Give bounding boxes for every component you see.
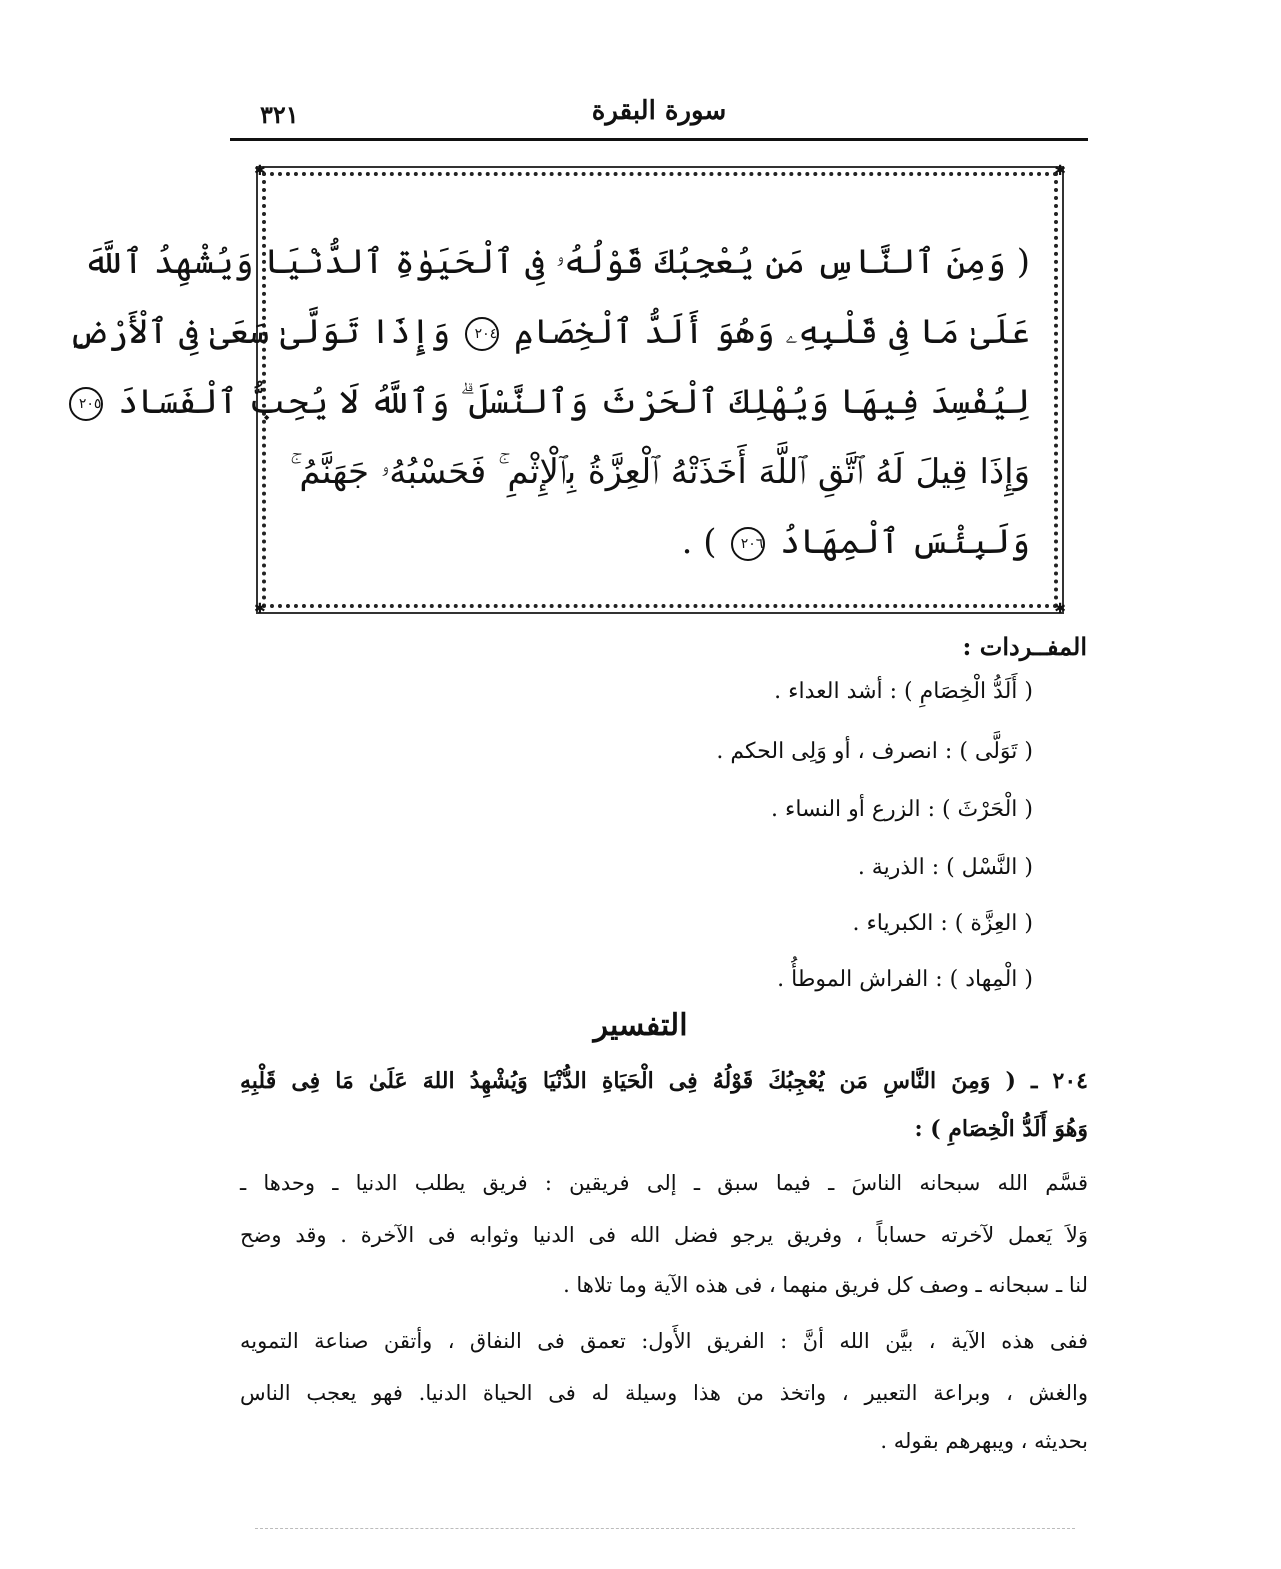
verse-text: لِيُفْسِدَ فِيهَا وَيُهْلِكَ ٱلْحَرْثَ وَٱلنَّسْلَ ۗ وَٱللَّهُ لَا يُحِبُّ ٱلْفَسَادَ <box>118 382 1030 422</box>
running-title: سورة البقرة <box>591 96 727 126</box>
verse-text: عَلَىٰ مَا فِى قَلْبِهِۦ وَهُوَ أَلَدُّ ٱلْخِصَامِ <box>513 312 1030 352</box>
verse-frame <box>68 163 1066 617</box>
tafsir-paragraph-line: بحديثه ، ويبهرهم بقوله . <box>880 1429 1088 1453</box>
vocabulary-item: ( العِزَّة ) : الكبرياء . <box>852 911 1033 936</box>
verse-text: ) . <box>681 522 717 562</box>
corner-ornament-icon: ✱ <box>1054 163 1066 179</box>
tafsir-heading: التفسير <box>593 1008 688 1043</box>
verse-line-2 <box>68 300 1030 364</box>
tafsir-verse-line: ٢٠٤ ـ ( وَمِنَ النَّاسِ مَن يُعْجِبُكَ قَوْلُهُ فِى الْحَيَاةِ الدُّنْيَا وَيُشْهِدُ اللهَ عَلَىٰ مَا فِى قَلْبِهِ <box>240 1068 1088 1094</box>
tafsir-verse-line: وَهُوَ أَلَدُّ الْخِصَامِ ) : <box>914 1116 1088 1142</box>
vocabulary-heading: المفــردات : <box>962 632 1087 661</box>
verse-line-1 <box>83 230 1030 294</box>
verse-line-4 <box>290 440 1030 504</box>
vocabulary-item: ( تَوَلَّى ) : انصرف ، أو وَلِى الحكم . <box>716 739 1033 764</box>
ayah-number-marker: ٢٠٦ <box>731 527 765 561</box>
ayah-number-marker: ٢٠٥ <box>69 387 103 421</box>
ayah-number-marker: ٢٠٤ <box>465 317 499 351</box>
corner-ornament-icon: ✱ <box>254 163 266 179</box>
tafsir-paragraph-line: قسَّم الله سبحانه الناسَ ـ فيما سبق ـ إلى فريقين : فريق يطلب الدنيا ـ وحدها ـ <box>240 1171 1088 1195</box>
vocabulary-item: ( الْحَرْثَ ) : الزرع أو النساء . <box>771 797 1033 822</box>
verse-text: ( وَمِنَ ٱلنَّاسِ مَن يُعْجِبُكَ قَوْلُهُۥ فِى ٱلْحَيَوٰةِ ٱلدُّنْيَا وَيُشْهِدُ ٱللَّهَ <box>83 242 1030 282</box>
page-number: ٣٢١ <box>260 100 299 129</box>
verse-text: وَإِذَا تَوَلَّىٰ سَعَىٰ فِى ٱلْأَرْضِ <box>68 312 451 352</box>
corner-ornament-icon: ✱ <box>1054 601 1066 617</box>
vocabulary-item: ( أَلَدُّ الْخِصَامِ ) : أشد العداء . <box>774 679 1033 704</box>
verse-text: وَإِذَا قِيلَ لَهُ ٱتَّقِ ٱللَّهَ أَخَذَتْهُ ٱلْعِزَّةُ بِٱلْإِثْمِ ۚ فَحَسْبُهُۥ جَهَنَّمُ ۚ <box>290 452 1030 492</box>
tafsir-paragraph-line: لنا ـ سبحانه ـ وصف كل فريق منهما ، فى هذه الآية وما تلاها . <box>563 1273 1088 1297</box>
bottom-scan-edge <box>255 1528 1075 1529</box>
vocabulary-item: ( النَّسْل ) : الذرية . <box>857 855 1033 880</box>
corner-ornament-icon: ✱ <box>254 601 266 617</box>
vocabulary-item: ( الْمِهاد ) : الفراش الموطأُ . <box>777 967 1033 992</box>
verse-line-3 <box>78 370 1030 434</box>
tafsir-paragraph-line: وَلاَ يَعمل لآخرته حساباً ، وفريق يرجو فضل الله فى الدنيا وثوابه فى الآخرة . وقد وضح <box>240 1223 1088 1247</box>
verse-text: وَلَبِئْسَ ٱلْمِهَادُ <box>780 522 1030 562</box>
verse-line-5 <box>290 510 1030 574</box>
page-header <box>230 96 1088 132</box>
tafsir-paragraph-line: ففى هذه الآية ، بيَّن الله أنَّ : الفريق الأَول: تعمق فى النفاق ، وأتقن صناعة التمويه <box>240 1329 1088 1353</box>
tafsir-paragraph-line: والغش ، وبراعة التعبير ، واتخذ من هذا وسيلة له فى الحياة الدنيا. فهو يعجب الناس <box>240 1381 1088 1405</box>
header-rule <box>230 138 1088 141</box>
